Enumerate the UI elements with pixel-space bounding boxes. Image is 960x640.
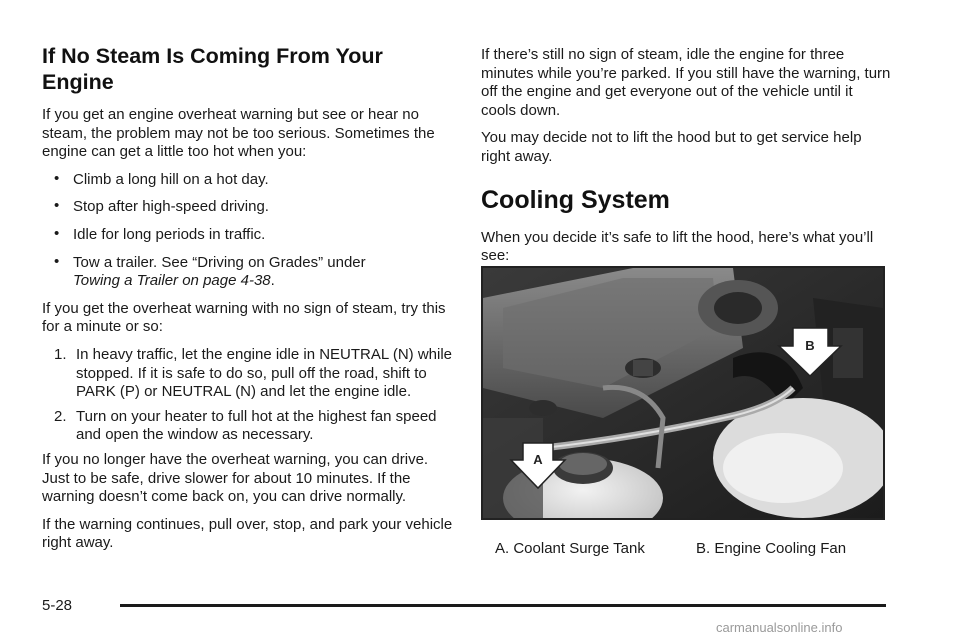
footer-divider — [120, 604, 886, 607]
engine-compartment-photo — [481, 266, 885, 520]
callout-b-label: B — [805, 338, 815, 353]
steps-list — [42, 346, 454, 445]
bullet-icon: • — [54, 252, 60, 270]
conditions-list — [42, 171, 454, 291]
section-heading: Cooling System — [481, 185, 670, 214]
paragraph-no-warning: If you no longer have the overheat warning, you can drive. Just to be safe, drive slower for about 10 minutes. If the warning doesn’t come back on, you can drive normally. — [42, 450, 429, 506]
paragraph-warning-continues: If the warning continues, pull over, stop, and park your vehicle right away. — [42, 515, 453, 552]
bullet-icon: • — [54, 224, 60, 242]
left-column — [42, 43, 454, 562]
subsection-heading: If No Steam Is Coming From Your Engine — [42, 44, 383, 94]
callout-a-label: A — [533, 452, 543, 467]
list-item: • Stop after high-speed driving. — [54, 197, 269, 216]
caption-engine-cooling-fan: B. Engine Cooling Fan — [696, 540, 847, 557]
right-column — [481, 46, 891, 275]
list-item: • Tow a trailer. See “Driving on Grades” under Towing a Trailer on page 4-38. — [54, 252, 366, 290]
caption-coolant-surge-tank: A. Coolant Surge Tank — [495, 540, 645, 557]
watermark: carmanualsonline.info — [716, 620, 843, 635]
paragraph-lift-hood: When you decide it’s safe to lift the hood, here’s what you’ll see: — [481, 228, 874, 265]
list-item: • Idle for long periods in traffic. — [54, 224, 266, 243]
bullet-icon: • — [54, 197, 60, 215]
intro-paragraph: If you get an engine overheat warning but see or hear no steam, the problem may not be too serious. Sometimes the engine can get a little too hot when you: — [42, 106, 435, 161]
page-number: 5-28 — [42, 597, 73, 614]
list-item: • Climb a long hill on a hot day. — [54, 169, 269, 188]
cross-reference-link[interactable]: Towing a Trailer on page 4-38 — [73, 272, 271, 290]
paragraph-no-steam: If there’s still no sign of steam, idle the engine for three minutes while you’re parked. If you still have the warning, turn off the engine and get everyone out of the vehicle until it cools down. — [481, 46, 891, 119]
list-item: 2. Turn on your heater to full hot at the highest fan speed and open the window as necessary. — [54, 407, 437, 444]
bullet-icon: • — [54, 169, 60, 187]
paragraph-try-this: If you get the overheat warning with no sign of steam, try this for a minute or so: — [42, 299, 446, 336]
list-item: 1. In heavy traffic, let the engine idle in NEUTRAL (N) while stopped. If it is safe to do so, pull off the road, shift to PARK (P) or NEUTRAL (N) and let the engine idle. — [54, 345, 453, 401]
paragraph-service-help: You may decide not to lift the hood but to get service help right away. — [481, 129, 862, 165]
